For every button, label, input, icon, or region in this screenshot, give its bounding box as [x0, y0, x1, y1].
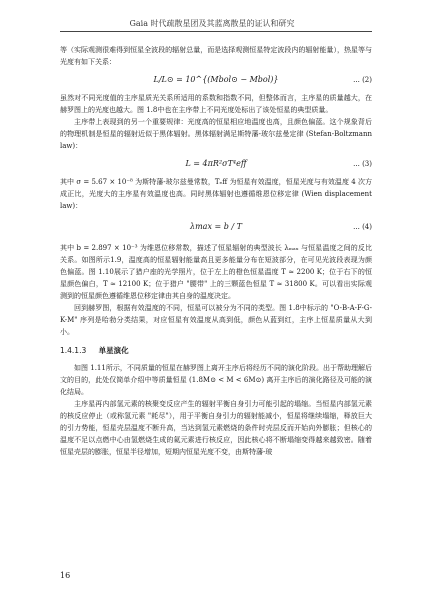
- equation-3-number: ... (3): [353, 160, 372, 168]
- equation-4-formula: λmax = b / T: [190, 222, 242, 231]
- section-title: 单星演化: [98, 346, 129, 355]
- page-number: 16: [60, 571, 71, 580]
- section-number: 1.4.1.3: [60, 346, 87, 355]
- paragraph-2: 虽然对不同光度值的主序星质光关系所适用的系数和指数不同，但整体而言，主序星的质量越大，在赫罗图上的光度也越大。图 1.8中也在主序带上不同光度处标出了该处恒星的典型质量。: [60, 94, 372, 114]
- section-heading: [60, 345, 372, 357]
- equation-2-formula: L/L⊙ = 10^{(Mbol⊙ − Mbol)}: [153, 75, 279, 84]
- paragraph-3: 主序带上表现到的另一个重要规律：光度高的恒星相应地温度也高，且颜色偏蓝。这个规象背后的物理机制是恒星的辐射近似于黑体辐射。黑体辐射满足斯特藩-玻尔兹曼定律 (Stefan-Boltzmann law)：: [60, 118, 372, 150]
- equation-4-number: ... (4): [353, 223, 372, 231]
- paragraph-6: 回到赫罗图，根据有效温度的不同，恒星可以被分为不同的类型。图 1.8中标示的 "O-B-A-F-G-K-M" 序列是哈勃分类结果，对应恒星有效温度从高到低，颜色从蓝到红，主序上恒星质量从大到小。: [60, 304, 372, 336]
- paragraph-7: 如图 1.11所示，不同质量的恒星在赫罗图上离开主序后将经历不同的演化阶段。出于帮助理解后文的目的，此处仅简单介绍中等质量恒星 (1.8M⊙ < M < 6M⊙) 离开主序后的演化路径及可能的演化结局。: [60, 364, 372, 396]
- paragraph-4: 其中 σ = 5.67 × 10⁻⁸ 为斯特藩-玻尔兹曼常数，Tₑff 为恒星有效温度，恒星光度与有效温度 4 次方成正比，光度大的主序星有效温度也高。同时黑体辐射也遵循维恩位移定律 (Wien displacement law)：: [60, 178, 372, 210]
- equation-4: [60, 215, 372, 239]
- equation-2: [60, 71, 372, 89]
- page-content: [60, 44, 372, 458]
- equation-2-number: ... (2): [353, 76, 372, 84]
- paragraph-1: 等（实际观测很难得到恒星全波段的辐射总量，而是选择观测恒星特定波段内的辐射能量），热星等与光度有如下关系：: [60, 46, 372, 66]
- header-rule: [60, 31, 372, 32]
- equation-3: [60, 155, 372, 173]
- paragraph-5: 其中 b = 2.897 × 10⁻³ 为维恩位移常数，描述了恒星辐射的典型波长 λₘₐₓ 与恒星温度之间的反比关系。如图所示1.9，温度高的恒星辐射能量高且更多能量分布在短波部分，在可见光波段表现为颜色偏蓝。图 1.10展示了猎户座的光学照片，位于左上的橙色恒星温度 T ≈ 2200 K；位于右下的恒星颜色偏白，T ≈ 12100 K；位于猎户 "腰带" 上的三颗蓝色恒星 T ≈ 31800 K。可以看出实际观测到的恒星颜色遵循维恩位移定律由其自身的温度决定。: [60, 244, 372, 300]
- paragraph-8: 主序星再内部氢元素的核聚变反应产生的辐射平衡自身引力可能引起的塌缩。当恒星内部氢元素的核反应停止（或称氢元素 "耗尽"），用于平衡自身引力的辐射能减小，恒星将继续塌缩，释放巨大的引力势能，恒星壳层温度不断升高，当达到氢元素燃烧的条件时壳层反而开始向外膨胀；但核心的温度不足以点燃中心由氢燃烧生成的氦元素进行核反应，因此核心将不断塌缩变得越来越致密。随着恒星壳层的膨胀，恒星半径增加，短期内恒星光度不变，由斯特藩-玻: [60, 400, 372, 456]
- equation-3-formula: L = 4πR²σT⁴eff: [185, 159, 247, 168]
- running-header: Gaia 时代疏散星团及其蓝离散星的证认和研究: [129, 19, 295, 28]
